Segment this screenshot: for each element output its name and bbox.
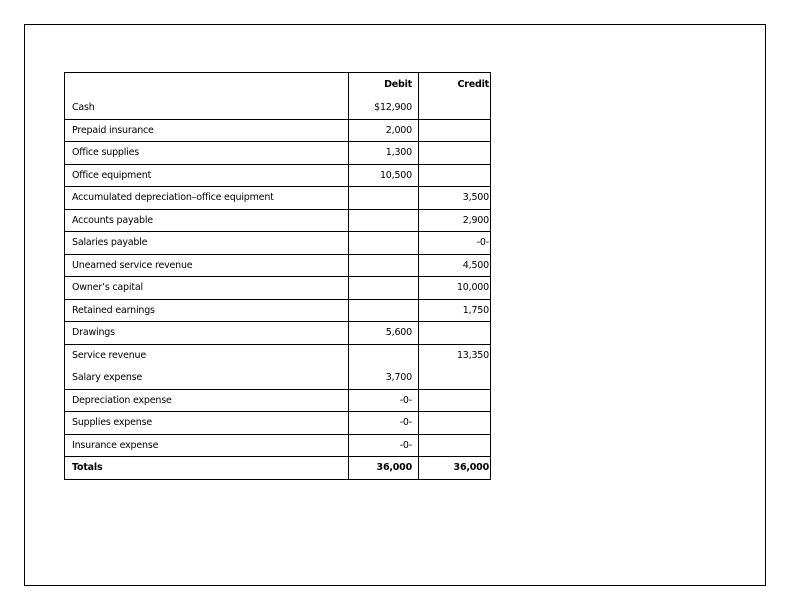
debit-amount — [349, 344, 419, 367]
account-name: Unearned service revenue — [65, 254, 349, 277]
table-row — [65, 344, 491, 367]
account-name: Insurance expense — [72, 439, 159, 451]
credit-amount — [419, 97, 491, 120]
credit-amount — [419, 367, 491, 390]
account-name: Cash — [65, 97, 349, 120]
debit-amount: -0- — [349, 434, 419, 457]
debit-amount: 3,700 — [349, 367, 419, 390]
account-name: Service revenue — [72, 350, 147, 361]
debit-amount: $12,900 — [349, 97, 419, 120]
credit-amount — [419, 119, 491, 142]
account-name: Office supplies — [65, 142, 349, 165]
credit-amount: 1,750 — [419, 299, 491, 322]
totals-row — [65, 457, 491, 480]
debit-amount — [349, 299, 419, 322]
credit-amount: 4,500 — [419, 254, 491, 277]
debit-amount — [349, 232, 419, 255]
table-row — [65, 389, 491, 412]
debit-amount — [349, 187, 419, 210]
table-row — [65, 232, 491, 255]
credit-amount — [419, 434, 491, 457]
debit-total: 36,000 — [349, 457, 419, 480]
credit-column-header: Credit — [457, 79, 489, 91]
account-name: Salary expense — [65, 367, 349, 390]
credit-amount — [419, 412, 491, 435]
credit-amount: -0- — [419, 232, 491, 255]
table-row — [65, 97, 491, 120]
credit-total: 36,000 — [419, 457, 491, 480]
credit-amount — [419, 164, 491, 187]
account-name: Salaries payable — [65, 232, 349, 255]
debit-amount: 1,300 — [349, 142, 419, 165]
trial-balance-table — [64, 72, 491, 480]
credit-amount: 13,350 — [456, 350, 489, 361]
debit-amount: -0- — [349, 412, 419, 435]
table-header-row — [65, 73, 491, 97]
table-row — [65, 434, 491, 457]
account-name: Owner’s capital — [65, 277, 349, 300]
table-row — [65, 209, 491, 232]
table-row — [65, 164, 491, 187]
account-column-header — [65, 73, 349, 97]
table-row — [65, 187, 491, 210]
totals-label: Totals — [65, 457, 349, 480]
table-row — [65, 119, 491, 142]
credit-amount — [419, 389, 491, 412]
debit-amount: -0- — [349, 389, 419, 412]
table-row — [65, 299, 491, 322]
table-row — [65, 412, 491, 435]
credit-amount: 3,500 — [419, 187, 491, 210]
account-name: Drawings — [65, 322, 349, 345]
debit-amount — [349, 254, 419, 277]
debit-column-header: Debit — [349, 73, 419, 97]
account-name: Prepaid insurance — [65, 119, 349, 142]
credit-amount: 10,000 — [419, 277, 491, 300]
credit-amount — [419, 322, 491, 345]
debit-amount: 5,600 — [349, 322, 419, 345]
table-row — [65, 277, 491, 300]
table-row — [65, 322, 491, 345]
account-name: Accounts payable — [65, 209, 349, 232]
account-name: Supplies expense — [65, 412, 349, 435]
account-name: Retained earnings — [65, 299, 349, 322]
debit-amount: 2,000 — [349, 119, 419, 142]
debit-amount — [349, 277, 419, 300]
debit-amount — [349, 209, 419, 232]
table-row — [65, 254, 491, 277]
debit-amount: 10,500 — [349, 164, 419, 187]
credit-amount: 2,900 — [419, 209, 491, 232]
table-row — [65, 367, 491, 390]
credit-amount — [419, 142, 491, 165]
account-name: Depreciation expense — [65, 389, 349, 412]
table-row — [65, 142, 491, 165]
account-name: Office equipment — [65, 164, 349, 187]
account-name: Accumulated depreciation–office equipment — [65, 187, 349, 210]
